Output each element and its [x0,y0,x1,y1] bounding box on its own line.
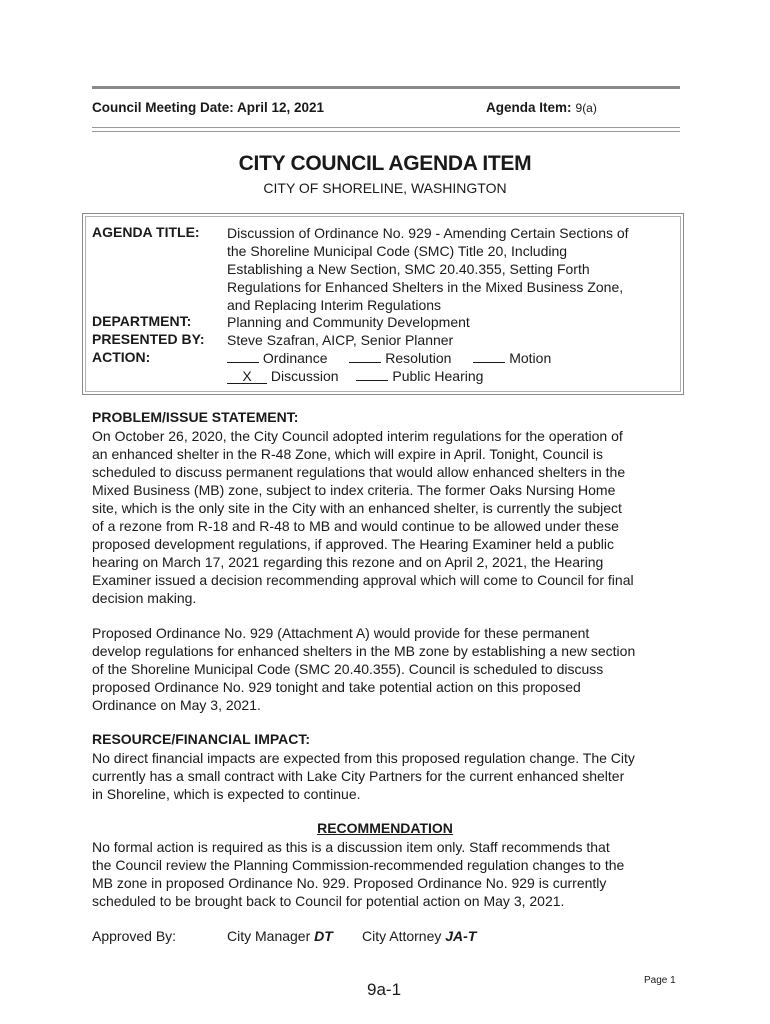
action-discussion: Discussion [270,368,339,384]
agenda-title-line: Establishing a New Section, SMC 20.40.355, Setting Forth [227,261,590,277]
text-line: Ordinance on May 3, 2021. [92,697,261,713]
text-line: scheduled to discuss permanent regulations that would allow enhanced shelters in the [92,464,626,480]
header-bottom-rule [92,127,680,128]
text-line: in Shoreline, which is expected to continue. [92,786,361,802]
page-subtitle: CITY OF SHORELINE, WASHINGTON [263,180,507,196]
agenda-title-label: AGENDA TITLE: [92,224,200,240]
header-bottom-rule-2 [92,131,680,132]
text-line: hearing on March 17, 2021 regarding this rezone and on April 2, 2021, the Hearing [92,554,604,570]
city-manager-initials: DT [314,928,333,944]
department-label: DEPARTMENT: [92,313,192,329]
city-attorney-label: City Attorney [362,928,442,944]
city-manager-label: City Manager [227,928,311,944]
problem-heading: PROBLEM/ISSUE STATEMENT: [92,409,299,425]
text-line: Examiner issued a decision recommending approval which will come to Council for final [92,572,634,588]
resolution-blank [349,350,381,363]
agenda-title-value [227,224,629,314]
city-attorney-approval [362,928,476,944]
text-line: currently has a small contract with Lake City Partners for the current enhanced shelter [92,768,625,784]
text-line: proposed development regulations, if approved. The Hearing Examiner held a public [92,536,614,552]
text-line: site, which is the only site in the City with an enhanced shelter, is currently the subject [92,500,622,516]
action-public-hearing: Public Hearing [392,368,484,384]
text-line: No formal action is required as this is a discussion item only. Staff recommends that [92,839,610,855]
text-line: of the Shoreline Municipal Code (SMC 20.40.355). Council is scheduled to discuss [92,661,604,677]
motion-blank [473,350,505,363]
city-attorney-initials: JA-T [445,928,477,944]
recommendation-paragraph [92,838,692,910]
text-line: MB zone in proposed Ordinance No. 929. Proposed Ordinance No. 929 is currently [92,875,607,891]
agenda-title-line: Regulations for Enhanced Shelters in the Mixed Business Zone, [227,279,624,295]
action-options-row-2 [227,367,483,385]
city-manager-approval [227,928,333,944]
ordinance-blank [227,350,259,363]
resource-paragraph [92,749,692,803]
action-options-row-1 [227,349,551,367]
action-ordinance: Ordinance [262,350,328,366]
text-line: decision making. [92,590,197,606]
presented-by-label: PRESENTED BY: [92,331,205,347]
agenda-item [486,100,597,115]
header-top-rule [92,86,680,89]
agenda-title-line: the Shoreline Municipal Code (SMC) Title 20, Including [227,243,568,259]
problem-paragraph-1 [92,427,692,607]
agenda-item-number: 9(a) [575,101,597,115]
footer-page-code: 9a-1 [367,980,402,999]
text-line: an enhanced shelter in the R-48 Zone, which will expire in April. Tonight, Council is [92,446,604,462]
text-line: scheduled to be brought back to Council for potential action on May 3, 2021. [92,893,565,909]
text-line: develop regulations for enhanced shelters in the MB zone by establishing a new section [92,643,636,659]
agenda-item-label: Agenda Item: [486,100,572,115]
action-label: ACTION: [92,349,151,365]
approved-by-label: Approved By: [92,928,177,944]
resource-heading: RESOURCE/FINANCIAL IMPACT: [92,731,311,747]
agenda-title-line: and Replacing Interim Regulations [227,297,442,313]
text-line: the Council review the Planning Commission-recommended regulation changes to the [92,857,625,873]
presented-by-value: Steve Szafran, AICP, Senior Planner [227,332,454,348]
meeting-date: Council Meeting Date: April 12, 2021 [92,100,325,115]
action-motion: Motion [509,350,552,366]
department-value: Planning and Community Development [227,314,470,330]
action-resolution: Resolution [385,350,452,366]
recommendation-heading: RECOMMENDATION [317,820,453,836]
agenda-title-line: Discussion of Ordinance No. 929 - Amending Certain Sections of [227,225,629,241]
text-line: No direct financial impacts are expected from this proposed regulation change. The City [92,750,635,766]
text-line: On October 26, 2020, the City Council adopted interim regulations for the operation of [92,428,623,444]
page-title: CITY COUNCIL AGENDA ITEM [238,152,532,175]
discussion-mark: X [227,369,267,384]
text-line: of a rezone from R-18 and R-48 to MB and would continue to be allowed under these [92,518,619,534]
public-hearing-blank [356,368,388,381]
text-line: Proposed Ordinance No. 929 (Attachment A) would provide for these permanent [92,625,590,641]
problem-paragraph-2 [92,624,692,714]
text-line: proposed Ordinance No. 929 tonight and take potential action on this proposed [92,679,581,695]
text-line: Mixed Business (MB) zone, subject to index criteria. The former Oaks Nursing Home [92,482,616,498]
footer-page-number: Page 1 [644,975,676,986]
